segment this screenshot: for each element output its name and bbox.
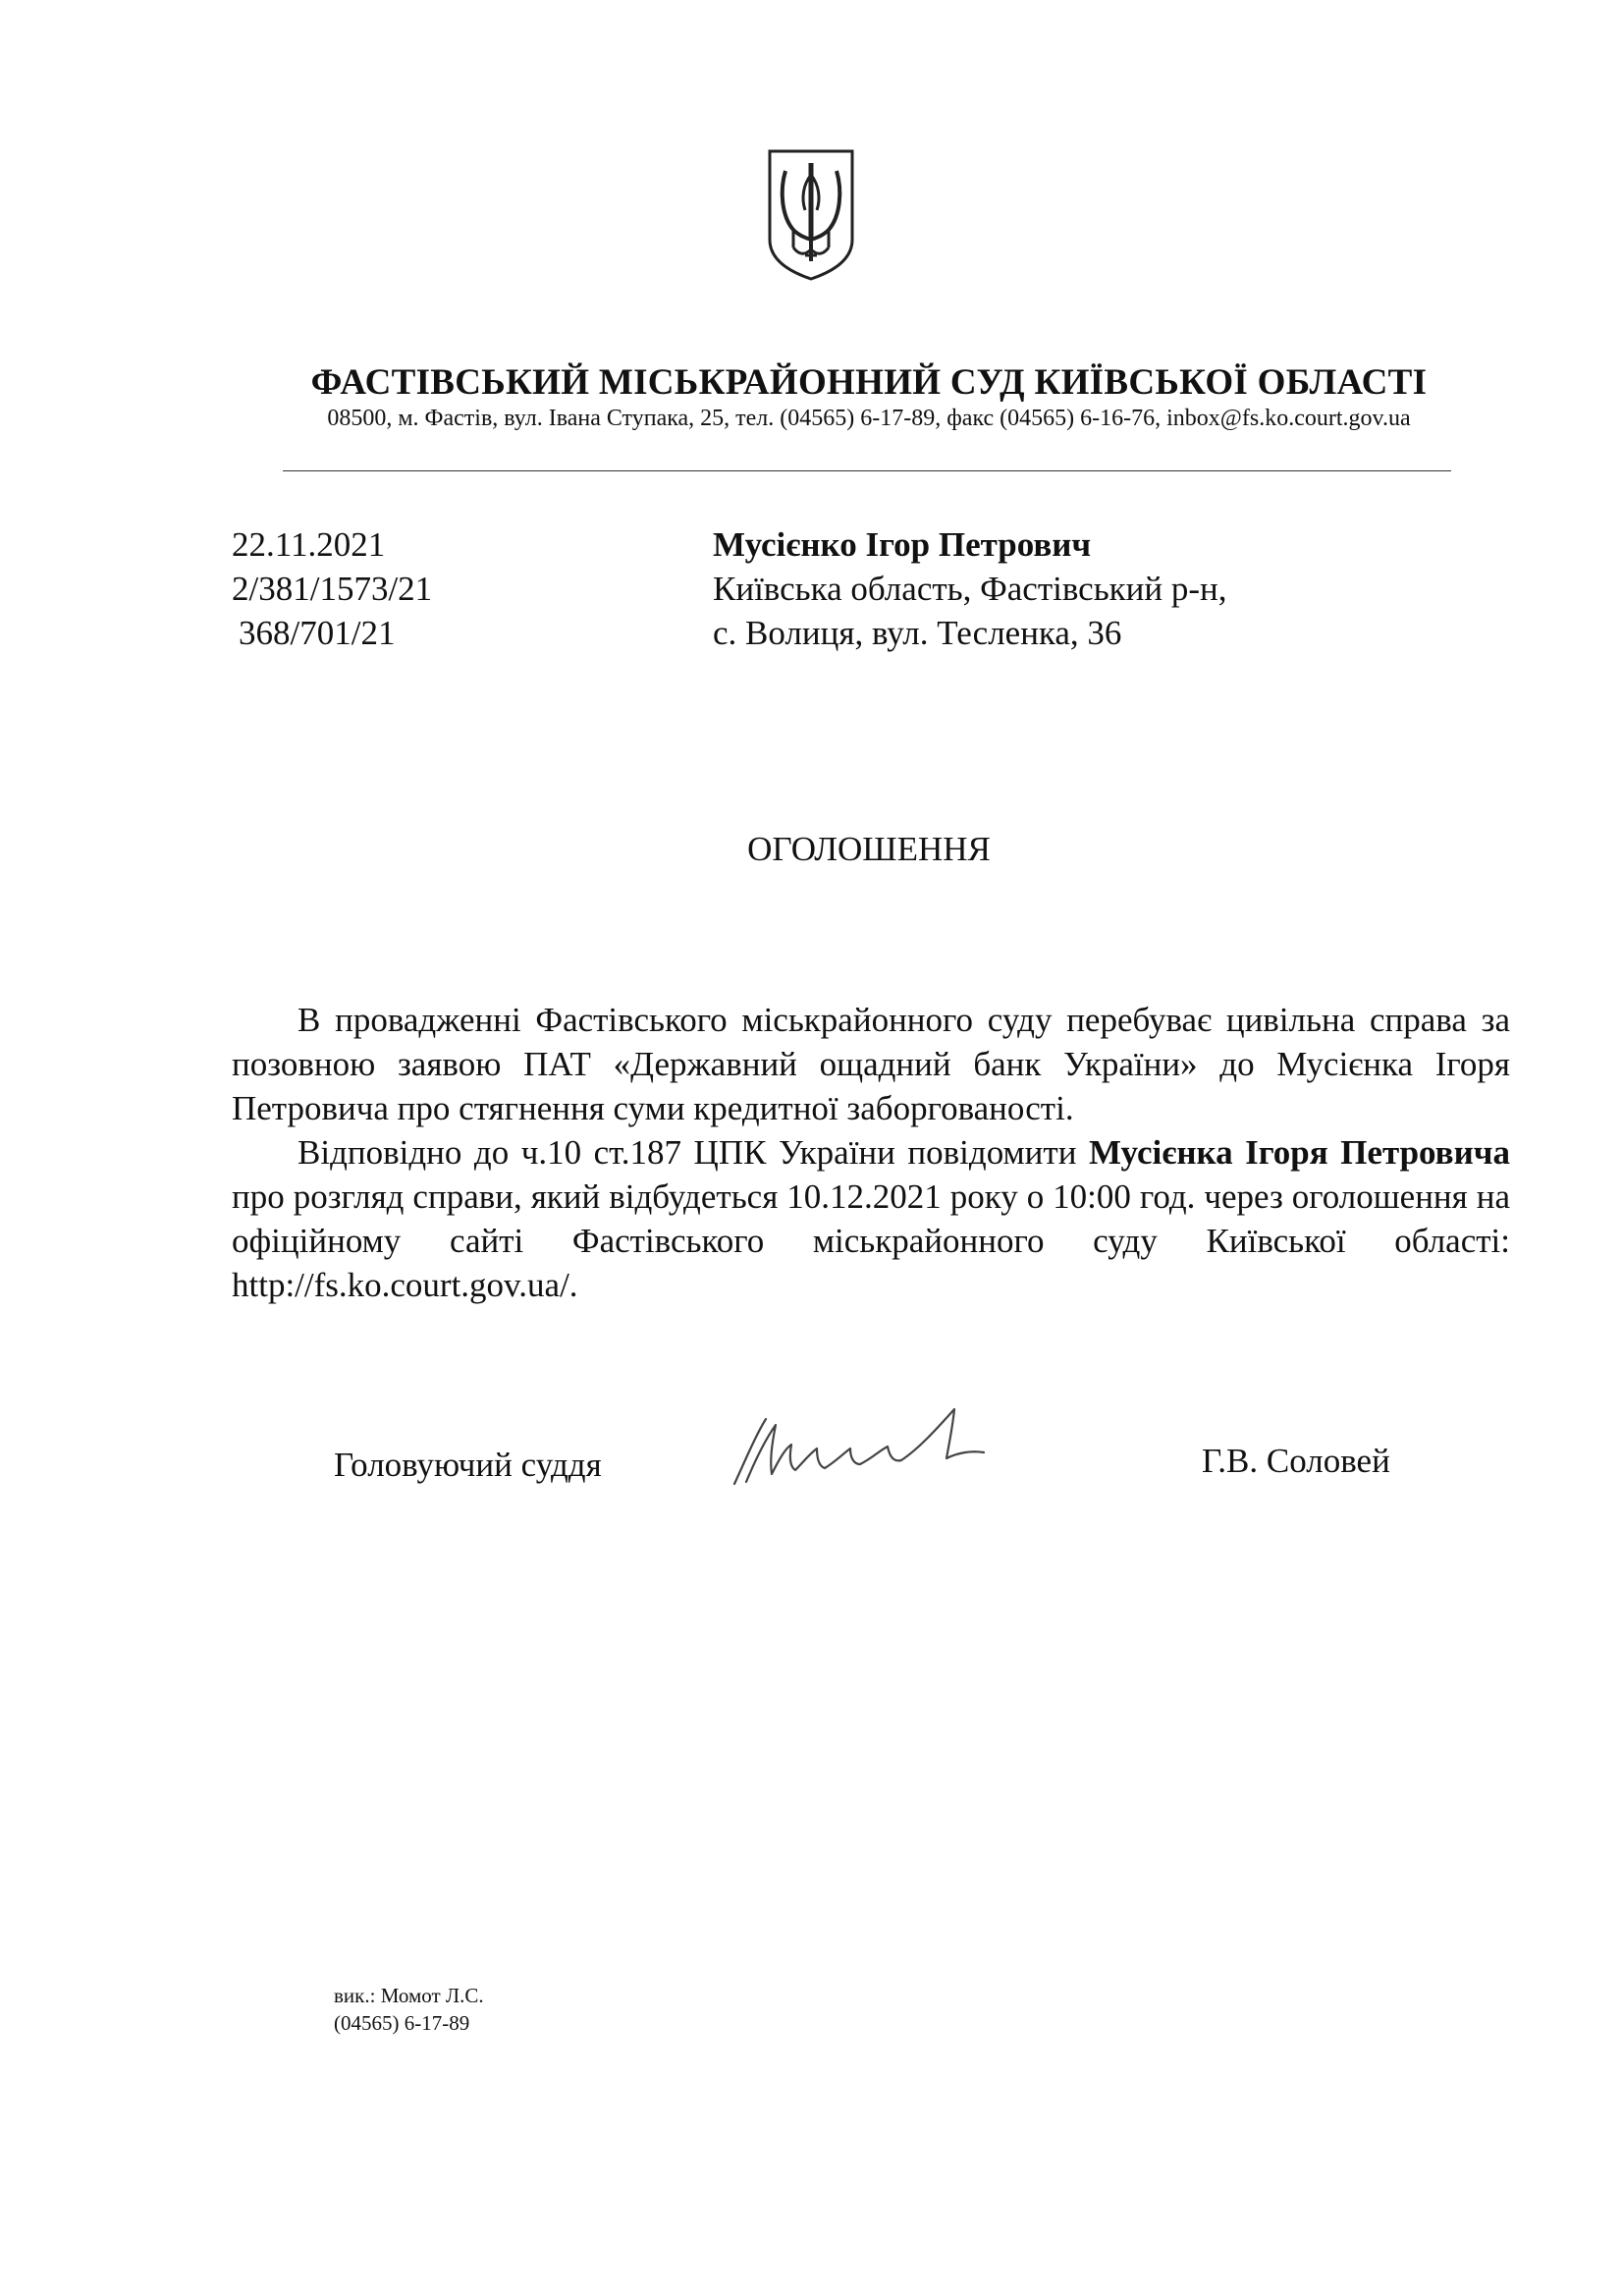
announcement-body [232,998,1510,1307]
coat-of-arms-trident-icon [764,145,858,283]
signer-title: Головуючий суддя [334,1446,602,1484]
executor-phone: (04565) 6-17-89 [334,2011,470,2035]
recipient-name: Мусієнко Ігор Петрович [713,525,1092,564]
recipient-address-line2: с. Волиця, вул. Тесленка, 36 [713,614,1122,652]
executor-name: вик.: Момот Л.С. [334,1984,484,2007]
notification-text-end: про розгляд справи, який відбудеться 10.12.2021 року о 10:00 год. через оголошення на офіційному сайті Фастівського міськрайонного суду Київської області: http://fs.ko.court.gov.ua/. [232,1177,1510,1304]
court-address: 08500, м. Фастів, вул. Івана Ступака, 25, тел. (04565) 6-17-89, факс (04565) 6-16-76, inbox@fs.ko.court.gov.ua [327,406,1411,431]
registration-number: 368/701/21 [239,614,396,652]
paragraph-notification [232,1130,1510,1307]
document-date: 22.11.2021 [232,525,386,564]
document-title: ОГОЛОШЕННЯ [747,830,991,868]
handwritten-signature [727,1399,1021,1488]
case-number: 2/381/1573/21 [232,570,433,608]
notification-text-start: Відповідно до ч.10 ст.187 ЦПК України повідомити [297,1133,1089,1172]
recipient-address-line1: Київська область, Фастівський р-н, [713,570,1227,608]
court-name: ФАСТІВСЬКИЙ МІСЬКРАЙОННИЙ СУД КИЇВСЬКОЇ ОБЛАСТІ [310,362,1428,403]
header-divider [283,470,1451,471]
signer-name: Г.В. Соловей [1202,1442,1390,1480]
paragraph-case-info: В провадженні Фастівського міськрайонного суду перебуває цивільна справа за позовною заявою ПАТ «Державний ощадний банк України» до Мусієнка Ігоря Петровича про стягнення суми кредитної заборгованості. [232,1001,1510,1127]
defendant-name-bold: Мусієнка Ігоря Петровича [1088,1133,1510,1172]
